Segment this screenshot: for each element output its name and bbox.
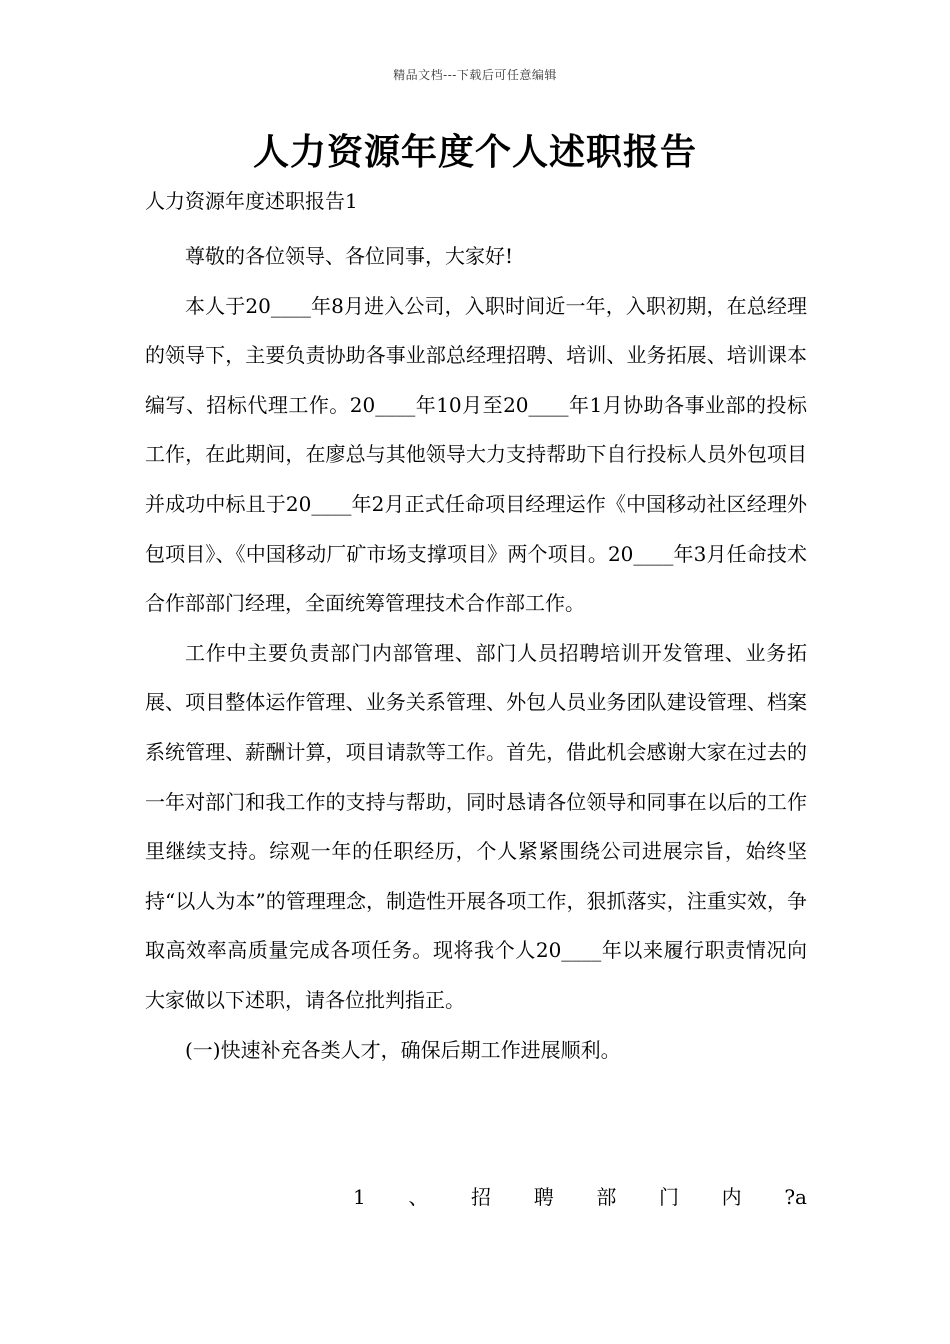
last-line-token: 招 (471, 1185, 492, 1209)
document-body (145, 232, 807, 1075)
last-line-token: 1 (353, 1185, 366, 1209)
last-line-token: 部 (596, 1185, 617, 1209)
header-note: 精品文档---下载后可任意编辑 (393, 68, 557, 82)
last-line-token: ?a (784, 1185, 807, 1209)
last-line-token: 聘 (533, 1185, 554, 1209)
document-subtitle: 人力资源年度述职报告1 (145, 189, 358, 213)
last-line-token: 、 (408, 1185, 429, 1209)
last-line-token: 门 (659, 1185, 680, 1209)
truncated-last-line (145, 1182, 807, 1212)
paragraph-responsibilities: 工作中主要负责部门内部管理、部门人员招聘培训开发管理、业务拓展、项目整体运作管理、业务关系管理、外包人员业务团队建设管理、档案系统管理、薪酬计算，项目请款等工作。首先，借此机会感谢大家在过去的一年对部门和我工作的支持与帮助，同时恳请各位领导和同事在以后的工作里继续支持。综观一年的任职经历，个人紧紧围绕公司进展宗旨，始终坚持“以人为本”的管理理念，制造性开展各项工作，狠抓落实，注重实效，争取高效率高质量完成各项任务。现将我个人20____年以来履行职责情况向大家做以下述职，请各位批判指正。 (145, 640, 807, 1012)
document-title: 人力资源年度个人述职报告 (252, 131, 697, 173)
paragraph-section-heading: (一)快速补充各类人才，确保后期工作进展顺利。 (185, 1037, 621, 1062)
paragraph-introduction: 本人于20____年8月进入公司，入职时间近一年，入职初期，在总经理的领导下，主要负责协助各事业部总经理招聘、培训、业务拓展、培训课本编写、招标代理工作。20____年10月至20____年1月协助各事业部的投标工作，在此期间，在廖总与其他领导大力支持帮助下自行投标人员外包项目并成功中标且于20____年2月正式任命项目经理运作《中国移动社区经理外包项目》、《中国移动厂矿市场支撑项目》两个项目。20____年3月任命技术合作部部门经理，全面统筹管理技术合作部工作。 (145, 293, 807, 616)
paragraph-greeting: 尊敬的各位领导、各位同事，大家好! (185, 244, 514, 268)
last-line-token: 内 (721, 1185, 742, 1209)
